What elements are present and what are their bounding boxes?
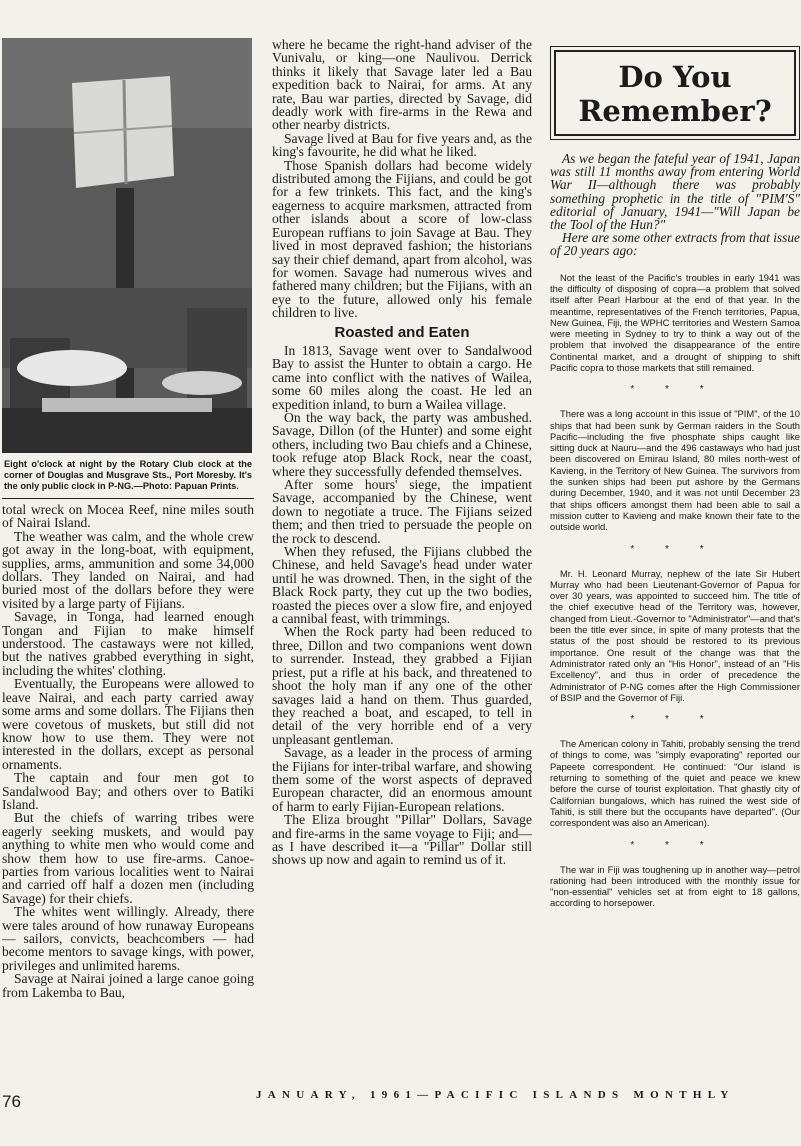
extract-paragraph: Not the least of the Pacific's troubles in early 1941 was the difficulty of disposing of copra—a problem that solved itself after Pearl Harbour at the end of that year. In the meantime, representatives of the French territories, Papua, New Guinea, Fiji, the WPHC territories and Western Samoa were meeting in Sydney to try to think a way out of the problem that involved the disappearance of the entire Continental market, and a drought of shipping to shift Pacific copra to those markets that still remained.	[550, 271, 800, 373]
body-paragraph: The weather was calm, and the whole crew got away in the long-boat, with equipment, supplies, arms, ammunition and some 34,000 dollars. They landed on Nairai, and had buried most of the dollars before they were visited by a large party of Fijians.	[2, 528, 254, 611]
page-footer	[0, 1086, 801, 1116]
body-paragraph: When the Rock party had been reduced to three, Dillon and two companions went down to surrender. Instead, they grabbed a Fijian priest, put a rifle at his back, and threatened to shoot the holy man if any one of the other savages laid a hand on them. Thus guarded, they reached a boat, and escaped, to tell in detail of the very horrible end of a very unpleasant gentleman.	[272, 624, 532, 747]
body-paragraph: total wreck on Mocea Reef, nine miles south of Nairai Island.	[2, 502, 254, 531]
body-paragraph: Those Spanish dollars had become widely distributed among the Fijians, and could be got for a few trinkets. This fact, and the king's eagerness to acquire marksmen, attracted from other islands about a score of low-class European ruffians to join Savage at Bau. They lived in most depraved fashion; the historians say their chief demand, apart from alcohol, was for women. Savage had numerous wives and fathered many children; but the Fijians, with an eye to the future, allowed only his female children to live.	[272, 157, 532, 321]
extract-paragraph: Mr. H. Leonard Murray, nephew of the late Sir Hubert Murray who had been Lieutenant-Governor of Papua for over 30 years, was appointed to succeed him. The title of the chief executive head of the Territory was, however, changed from Lieut.-Governor to "Administrator"—and that's been the title ever since, in spite of many protests that the status of the post should be restored to its previous importance. One result of the change was that the Administrator rated only an "His Honor", instead of an "His Excellency", and thus in order of precedence the Administrator of P-NG comes after the High Commissioner of BSIP and the Governor of Fiji.	[550, 567, 800, 703]
left-column	[2, 38, 254, 1095]
clock-tower-image	[2, 38, 252, 453]
body-paragraph: The Eliza brought "Pillar" Dollars, Savage and fire-arms in the same voyage to Fiji; and—as I have described it—a "Pillar" Dollar still shows up now and again to remind us of it.	[272, 812, 532, 868]
extract-paragraph: The war in Fiji was toughening up in another way—petrol rationing had been introduced with the monthly issue for "non-essential" vehicles set at from eight to 18 gallons, according to horsepower.	[550, 863, 800, 909]
body-paragraph: When they refused, the Fijians clubbed the Chinese, and held Savage's head under water until he was drowned. Then, in the sight of the Black Rock party, they cut up the two bodies, roasted the pieces over a slow fire, and enjoyed a cannibal feast, with trimmings.	[272, 544, 532, 627]
separator-stars: * * *	[630, 384, 718, 396]
running-footer: JANUARY, 1961—PACIFIC ISLANDS MONTHLY	[256, 1089, 735, 1101]
body-paragraph: Savage at Nairai joined a large canoe going from Lakemba to Bau,	[2, 971, 254, 1000]
body-paragraph: Savage lived at Bau for five years and, as the king's favourite, he did what he liked.	[272, 130, 532, 160]
separator-stars: * * *	[630, 714, 718, 726]
extract-raiders	[550, 408, 800, 532]
separator-stars: * * *	[630, 543, 718, 555]
body-paragraph: In 1813, Savage went over to Sandalwood Bay to assist the Hunter to obtain a cargo. He came into conflict with the natives of Wailea, some 60 miles along the coast. He led an expedition inland, to burn a Wailea village.	[272, 342, 532, 412]
photo-caption: Eight o'clock at night by the Rotary Club clock at the corner of Douglas and Musgrave Sts., Port Moresby. It's the only public clock in P-NG.—Photo: Papuan Prints.	[4, 459, 252, 491]
extract-paragraph: There was a long account in this issue of "PIM", of the 10 ships that had been sunk by German raiders in the South Pacific—including the five phosphate ships caught like sitting duck at Nauru—and the 496 castaways who had just been discovered on Emirau Island, 80 miles north-west of Kavieng, in the Territory of New Guinea. The survivors from the sunken ships had been put ashore by the Germans during December, 1940, and it was not until December 23 that ships officers amongst them had been able to sail a mission cutter to Kavieng and make known their fate to the outside world.	[550, 408, 800, 533]
body-paragraph: Eventually, the Europeans were allowed to leave Nairai, and each party carried away some arms and some dollars. The Fijians then were covetous of muskets, but still did not know how to use them. They were not interested in the dollars, except as personal ornaments.	[2, 676, 254, 772]
headline: Do You Remember?	[554, 50, 796, 136]
body-paragraph: But the chiefs of warring tribes were eagerly seeking muskets, and would pay anything to white men who would come and show them how to use fire-arms. Canoe-parties from various localities went to Nairai and carried off half a dozen men (including Savage) for their chiefs.	[2, 810, 254, 906]
body-paragraph: Savage, in Tonga, had learned enough Tongan and Fijian to make himself understood. The castaways were not killed, but the natives grabbed everything in sight, including the whites' clothing.	[2, 609, 254, 678]
extract-tahiti	[550, 738, 800, 828]
page-number: 76	[2, 1092, 21, 1111]
body-paragraph: The captain and four men got to Sandalwood Bay; and others over to Batiki Island.	[2, 770, 254, 812]
right-column	[548, 38, 800, 1088]
middle-column	[272, 38, 532, 1078]
body-paragraph: On the way back, the party was ambushed. Savage, Dillon (of the Hunter) and some eight others, including two Bau chiefs and a Chinese, took refuge atop Black Rock, near the coast, where they successfully defended themselves.	[272, 409, 532, 479]
column1-text	[2, 503, 254, 999]
clock-photo	[2, 38, 252, 453]
body-paragraph: Savage, as a leader in the process of arming the Fijians for inter-tribal warfare, and showing them some of the worst aspects of depraved European character, did an enormous amount of harm to early Fijian-European relations.	[272, 745, 532, 814]
caption-divider	[2, 498, 254, 499]
body-paragraph: After some hours' siege, the impatient Savage, accompanied by the Chinese, went down to negotiate a truce. The Fijians seized them; and then tried to persuade the people on the rock to descend.	[272, 477, 532, 546]
extract-murray	[550, 568, 800, 704]
headline-frame	[550, 46, 800, 140]
body-paragraph: The whites went willingly. Already, there were tales around of how runaway Europeans — sailors, convicts, beachcombers — had become mentors to savage kings, with power, privileges and unlimited harems.	[2, 904, 254, 973]
column2-text	[272, 38, 532, 867]
intro-paragraph: As we began the fateful year of 1941, Japan was still 11 months away from entering World War II—although there was probably something prophetic in the title of "PIM'S" editorial of January, 1941—"Will Japan be the Tool of the Hun?"	[550, 151, 800, 233]
intro-paragraph: Here are some other extracts from that issue of 20 years ago:	[550, 230, 800, 259]
body-paragraph: where he became the right-hand adviser of the Vunivalu, or king—one Naulivou. Derrick thinks it likely that Savage later led a Bau expedition back to Nairai, for arms. At any rate, Bau war parties, directed by Savage, did deadly work with fire-arms in the Rewa and other nearby districts.	[272, 38, 532, 133]
section-subhead: Roasted and Eaten	[334, 323, 470, 341]
separator-stars: * * *	[630, 839, 718, 851]
intro-text	[550, 152, 800, 258]
extract-copra	[550, 272, 800, 374]
extract-paragraph: The American colony in Tahiti, probably sensing the trend of things to come, was "simply evaporating" reported our Papeete correspondent. He continued: "Our island is returning to something of the quiet and peace we knew before the curse of tourist exploitation. That ghastly city of Californian bungalows, which has ruined the west side of Tahiti, is still there but the occupants have departed". (Our correspondent was also an American).	[550, 738, 800, 829]
extract-fiji-petrol	[550, 864, 800, 909]
